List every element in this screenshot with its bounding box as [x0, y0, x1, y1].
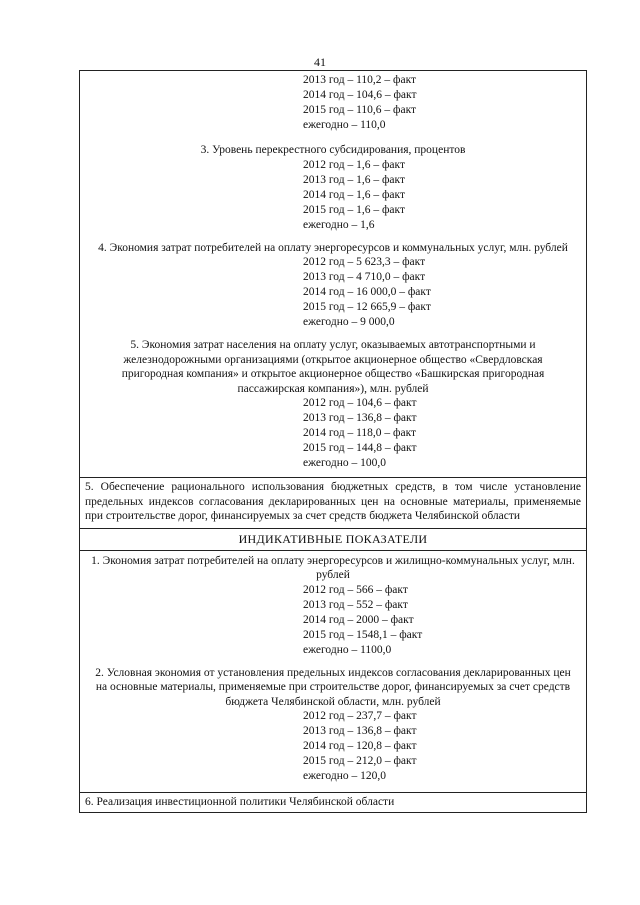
value-line: 2012 год – 1,6 – факт — [303, 158, 405, 171]
item-title: 1. Экономия затрат потребителей на оплату энергоресурсов и жилищно-коммунальных услуг, млн. рублей — [91, 554, 575, 581]
value-line: ежегодно – 100,0 — [303, 457, 386, 469]
item-title: 5. Экономия затрат населения на оплату услуг, оказываемых автотранспортными и железнодорожными организациями (открытое акционерное общество «Свердловская пригородная компания» и открытое акционерное общество «Башкирская пригородная пассажирская компания»), млн. рублей — [121, 339, 545, 395]
value-line: ежегодно – 1100,0 — [303, 643, 392, 656]
page-number: 41 — [314, 55, 326, 69]
item-5 — [80, 338, 586, 471]
indicator-2 — [80, 666, 586, 785]
value-line: 2015 год – 1548,1 – факт — [303, 628, 423, 641]
value-line: 2013 год – 4 710,0 – факт — [303, 271, 426, 283]
item-title: 2. Условная экономия от установления предельных индексов согласования декларированных цен на основные материалы, применяемые при строительстве дорог, финансируемых за счет средств бюджета Челябинской области, млн. рублей — [95, 666, 571, 708]
value-line: 2012 год – 237,7 – факт — [303, 710, 417, 722]
indicators-cell-upper — [79, 70, 587, 478]
value-line: 2014 год – 120,8 – факт — [303, 740, 417, 752]
item-4 — [80, 241, 586, 331]
value-line: ежегодно – 120,0 — [303, 770, 386, 782]
value-line: 2013 год – 136,8 – факт — [303, 725, 417, 737]
item-title: 3. Уровень перекрестного субсидирования, процентов — [200, 144, 466, 156]
indicators-header: ИНДИКАТИВНЫЕ ПОКАЗАТЕЛИ — [79, 529, 587, 551]
value-line: 2015 год – 12 665,9 – факт — [303, 301, 431, 313]
value-line: 2013 год – 1,6 – факт — [303, 173, 405, 186]
value-line: 2012 год – 104,6 – факт — [303, 397, 417, 409]
value-line: 2015 год – 212,0 – факт — [303, 755, 417, 767]
value-line: ежегодно – 1,6 — [303, 218, 375, 231]
value-line: 2013 год – 552 – факт — [303, 598, 408, 611]
indicators-cell-lower — [79, 551, 587, 794]
value-line: 2013 год – 136,8 – факт — [303, 412, 417, 424]
item-3 — [80, 143, 586, 233]
value-line: 2012 год – 566 – факт — [303, 583, 408, 596]
value-line: 2013 год – 110,2 – факт — [303, 74, 417, 86]
value-line: 2014 год – 118,0 – факт — [303, 427, 417, 439]
value-line: ежегодно – 9 000,0 — [303, 316, 395, 328]
section-5-row: 5. Обеспечение рационального использования бюджетных средств, в том числе установление предельных индексов согласования декларированных цен на основные материалы, применяемые при строительстве дорог, финансируемых за счет средств бюджета Челябинской области — [79, 478, 587, 529]
value-line: 2014 год – 2000 – факт — [303, 613, 414, 626]
value-line: 2014 год – 1,6 – факт — [303, 188, 405, 201]
item-continuation — [80, 73, 586, 133]
value-line: ежегодно – 110,0 — [303, 119, 386, 131]
value-line: 2015 год – 110,6 – факт — [303, 104, 417, 116]
section-6-row: 6. Реализация инвестиционной политики Челябинской области — [79, 793, 587, 813]
value-line: 2014 год – 16 000,0 – факт — [303, 286, 431, 298]
value-line: 2014 год – 104,6 – факт — [303, 89, 417, 101]
document-table — [79, 70, 587, 813]
value-line: 2015 год – 144,8 – факт — [303, 442, 417, 454]
item-title: 4. Экономия затрат потребителей на оплату энергоресурсов и коммунальных услуг, млн. рублей — [98, 241, 568, 254]
indicator-1 — [80, 554, 586, 658]
value-line: 2015 год – 1,6 – факт — [303, 203, 405, 216]
value-line: 2012 год – 5 623,3 – факт — [303, 256, 426, 268]
